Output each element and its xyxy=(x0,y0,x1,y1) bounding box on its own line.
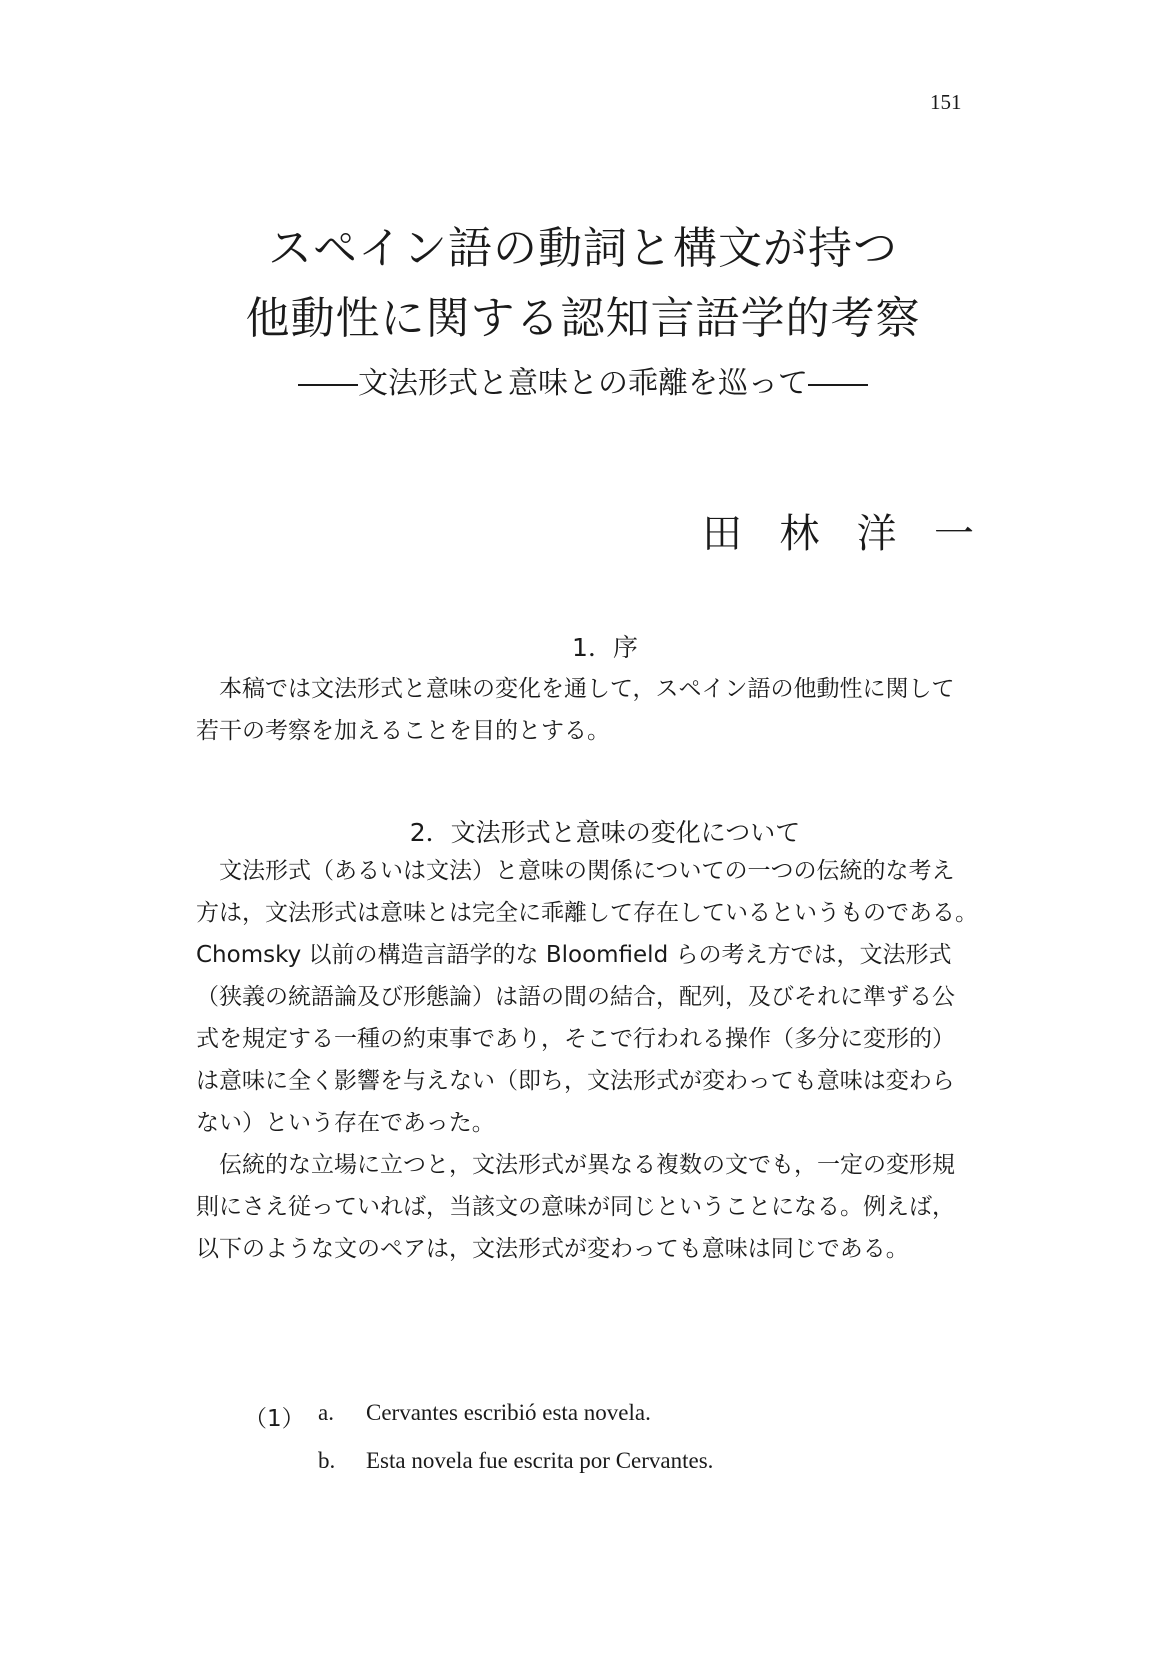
body-line: （狭義の統語論及び形態論）は語の間の結合，配列，及びそれに準ずる公 xyxy=(196,984,955,1010)
body-line: 式を規定する一種の約束事であり，そこで行われる操作（多分に変形的） xyxy=(196,1026,955,1052)
body-line: Chomsky 以前の構造言語学的な Bloomfield らの考え方では，文法形式 xyxy=(196,942,952,968)
body-line: 伝統的な立場に立つと，文法形式が異なる複数の文でも，一定の変形規 xyxy=(219,1152,955,1178)
section-heading-2: 2．文法形式と意味の変化について xyxy=(409,818,801,847)
author-name xyxy=(702,502,974,559)
example-sentence-a: Cervantes escribió esta novela. xyxy=(366,1400,651,1425)
author-char-1: 田 xyxy=(702,511,742,557)
body-line: ない）という存在であった。 xyxy=(196,1110,495,1136)
example-label-b: b. xyxy=(318,1448,336,1473)
body-line: 若干の考察を加えることを目的とする。 xyxy=(196,718,610,744)
title-line-2: 他動性に関する認知言語学的考察 xyxy=(245,293,921,344)
body-line: 本稿では文法形式と意味の変化を通して，スペイン語の他動性に関して xyxy=(219,676,955,702)
example-label-a: a. xyxy=(318,1400,334,1425)
subtitle: ――文法形式と意味との乖離を巡って―― xyxy=(298,366,868,401)
body-line: 方は，文法形式は意味とは完全に乖離して存在しているというものである。 xyxy=(196,900,978,926)
body-line: 文法形式（あるいは文法）と意味の関係についての一つの伝統的な考え xyxy=(219,858,955,884)
body-line: 以下のような文のペアは，文法形式が変わっても意味は同じである。 xyxy=(196,1236,909,1262)
body-line: は意味に全く影響を与えない（即ち，文法形式が変わっても意味は変わら xyxy=(196,1068,955,1094)
title-line-1: スペイン語の動詞と構文が持つ xyxy=(268,223,898,274)
author-char-2: 林 xyxy=(779,511,820,557)
example-sentence-b: Esta novela fue escrita por Cervantes. xyxy=(366,1448,714,1473)
author-char-3: 洋 xyxy=(856,511,897,557)
example-number: （1） xyxy=(244,1406,305,1432)
author-char-4: 一 xyxy=(933,511,974,557)
body-line: 則にさえ従っていれば，当該文の意味が同じということになる。例えば， xyxy=(196,1194,955,1220)
page-number: 151 xyxy=(930,90,962,114)
section-heading-1: 1．序 xyxy=(572,633,638,662)
